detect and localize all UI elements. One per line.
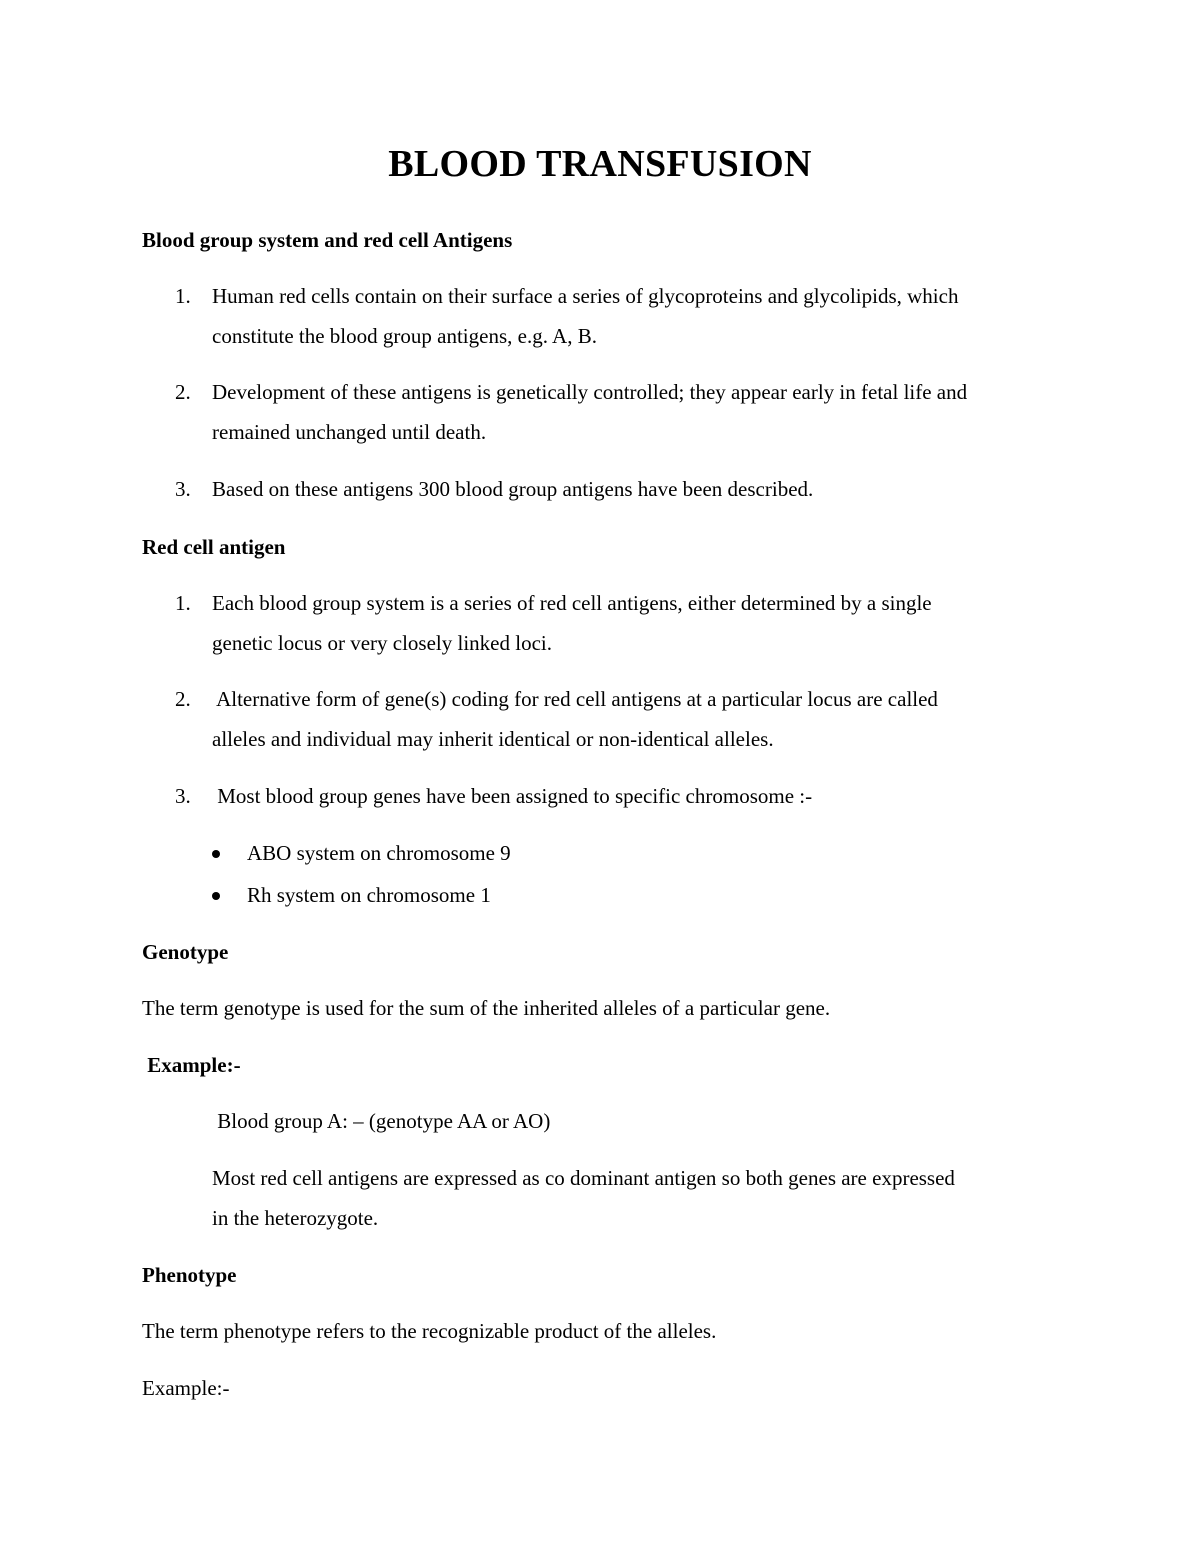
- list-item-line: Alternative form of gene(s) coding for red cell antigens at a particular locus are called: [212, 687, 938, 711]
- list-item-line: Most blood group genes have been assigned to specific chromosome :-: [212, 784, 813, 808]
- list-number: 2.: [175, 687, 191, 711]
- phenotype-paragraph: The term phenotype refers to the recognizable product of the alleles.: [142, 1319, 717, 1343]
- example-line: Blood group A: – (genotype AA or AO): [212, 1109, 551, 1133]
- list-item-line: Based on these antigens 300 blood group antigens have been described.: [212, 477, 814, 501]
- genotype-paragraph: The term genotype is used for the sum of the inherited alleles of a particular gene.: [142, 996, 831, 1020]
- section-heading-blood-group-system: Blood group system and red cell Antigens: [142, 228, 513, 252]
- list-item-line: constitute the blood group antigens, e.g. A, B.: [212, 324, 597, 348]
- page-title: BLOOD TRANSFUSION: [388, 143, 812, 185]
- list-item-line: Human red cells contain on their surface a series of glycoproteins and glycolipids, which: [212, 284, 959, 308]
- example-label: Example:-: [142, 1376, 230, 1400]
- bullet-dot-icon: [212, 892, 220, 900]
- section-heading-red-cell-antigen: Red cell antigen: [142, 535, 286, 559]
- bullet-dot-icon: [212, 850, 220, 858]
- list-item-line: genetic locus or very closely linked loci.: [212, 631, 552, 655]
- list-number: 1.: [175, 591, 191, 615]
- list-number: 3.: [175, 784, 191, 808]
- list-item-line: Development of these antigens is genetically controlled; they appear early in fetal life and: [212, 380, 968, 404]
- section-heading-genotype: Genotype: [142, 940, 229, 964]
- note-line: in the heterozygote.: [212, 1206, 379, 1230]
- example-label: Example:-: [142, 1053, 241, 1077]
- list-number: 3.: [175, 477, 191, 501]
- list-number: 1.: [175, 284, 191, 308]
- list-item-line: alleles and individual may inherit identical or non-identical alleles.: [212, 727, 774, 751]
- list-item-line: Each blood group system is a series of red cell antigens, either determined by a single: [212, 591, 932, 615]
- bullet-item: ABO system on chromosome 9: [247, 841, 511, 865]
- section-heading-phenotype: Phenotype: [142, 1263, 237, 1287]
- note-line: Most red cell antigens are expressed as co dominant antigen so both genes are expressed: [212, 1166, 955, 1190]
- list-item-line: remained unchanged until death.: [212, 420, 487, 444]
- bullet-item: Rh system on chromosome 1: [247, 883, 491, 907]
- list-number: 2.: [175, 380, 191, 404]
